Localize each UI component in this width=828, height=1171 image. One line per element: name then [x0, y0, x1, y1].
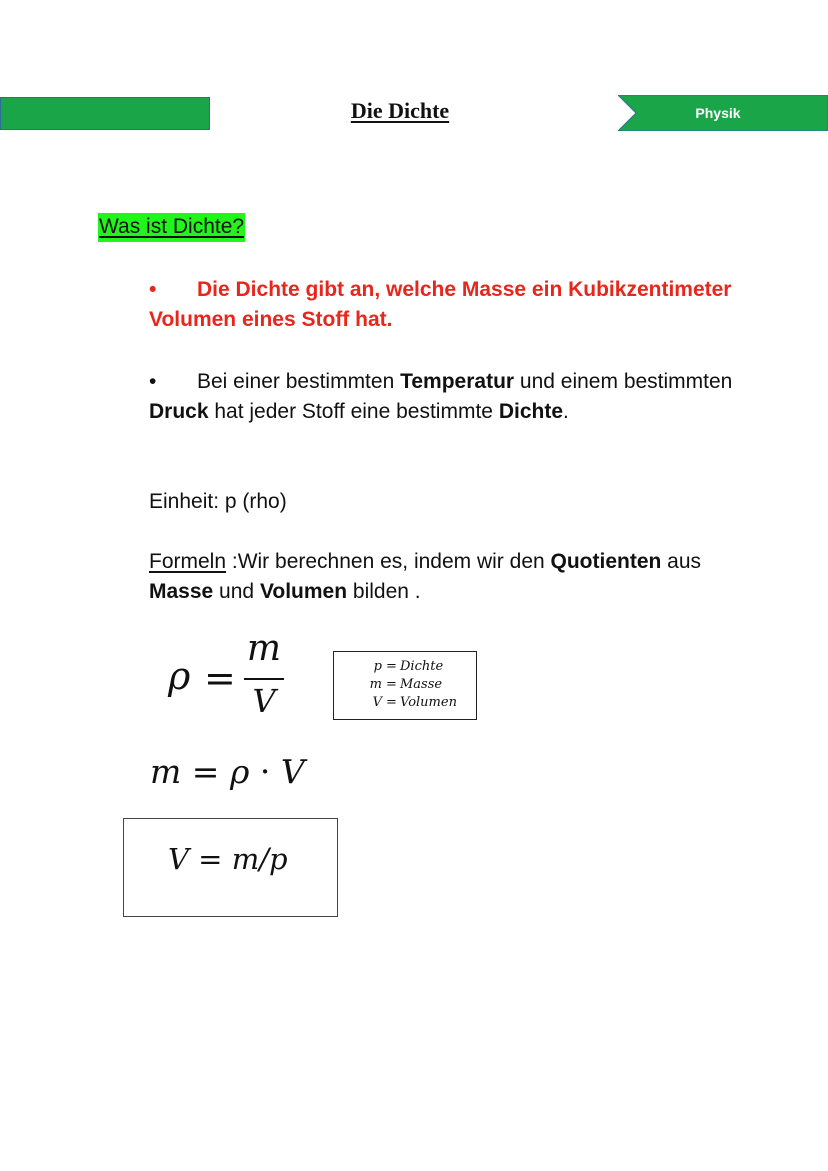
- bullet-marker: •: [149, 278, 157, 301]
- left-banner: [0, 97, 210, 130]
- formula-v: V: [280, 752, 305, 791]
- text-segment: bilden .: [347, 580, 421, 603]
- legend-equals: =: [386, 659, 397, 674]
- formula-intro: [149, 547, 749, 607]
- bullet-marker: •: [149, 370, 157, 393]
- legend-value: Volumen: [400, 695, 457, 710]
- legend-equals: =: [386, 695, 397, 710]
- formula-numerator: m: [246, 628, 282, 669]
- bullet-definition: [149, 275, 749, 335]
- legend-row-dichte: [334, 658, 476, 676]
- fraction-bar: [244, 678, 284, 680]
- formula-v: V: [168, 842, 189, 876]
- density-formula: [168, 628, 308, 723]
- keyword-dichte: Dichte: [498, 400, 563, 423]
- formula-equals: =: [188, 842, 232, 876]
- formula-equals: =: [181, 752, 230, 791]
- text-segment: aus: [661, 550, 702, 573]
- legend-equals: =: [386, 677, 397, 692]
- bullet-conditions: [149, 367, 749, 427]
- keyword-volumen: Volumen: [259, 580, 348, 603]
- formula-m: m: [150, 752, 182, 791]
- section-heading: Was ist Dichte?: [98, 213, 245, 242]
- legend-symbol: m: [369, 677, 382, 692]
- legend-value: Masse: [400, 677, 443, 692]
- subject-label: Physik: [695, 105, 741, 121]
- volume-formula: [168, 842, 288, 876]
- legend-symbol: V: [372, 695, 382, 710]
- text-segment: und einem bestimmten: [514, 370, 733, 393]
- page-title: Die Dichte: [350, 98, 450, 123]
- keyword-druck: Druck: [149, 400, 209, 423]
- text-segment: :Wir berechnen es, indem wir den: [226, 550, 551, 573]
- mass-formula: [150, 752, 305, 791]
- text-segment: Bei einer bestimmten: [197, 370, 401, 393]
- unit-line: Einheit: p (rho): [149, 490, 287, 513]
- keyword-temperatur: Temperatur: [400, 370, 515, 393]
- text-segment: .: [563, 400, 569, 423]
- legend-row-masse: [334, 676, 476, 694]
- keyword-masse: Masse: [149, 580, 214, 603]
- formula-label: Formeln: [149, 550, 227, 573]
- keyword-quotienten: Quotienten: [550, 550, 662, 573]
- formula-rhs: m/p: [231, 842, 288, 876]
- variable-legend: [333, 651, 477, 720]
- formula-denominator: V: [252, 682, 276, 720]
- formula-equals: =: [204, 656, 236, 700]
- formula-dot: ·: [249, 752, 281, 791]
- text-segment: hat jeder Stoff eine bestimmte: [208, 400, 499, 423]
- text-segment: und: [213, 580, 260, 603]
- bullet-text: Die Dichte gibt an, welche Masse ein Kubikzentimeter Volumen eines Stoff hat.: [149, 278, 732, 331]
- legend-value: Dichte: [400, 659, 444, 674]
- formula-rho: ρ: [168, 654, 191, 698]
- legend-symbol: p: [373, 659, 382, 674]
- legend-row-volumen: [334, 694, 476, 712]
- formula-rho: ρ: [229, 752, 250, 791]
